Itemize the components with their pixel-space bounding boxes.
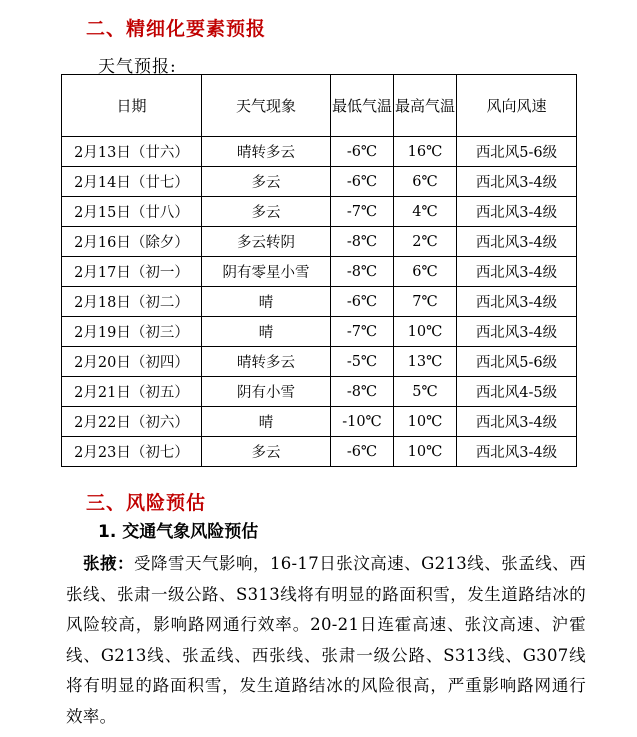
cell-min-temp: -6℃ xyxy=(331,287,394,317)
cell-max-temp: 5℃ xyxy=(394,377,457,407)
cell-max-temp: 6℃ xyxy=(394,257,457,287)
cell-min-temp: -6℃ xyxy=(331,137,394,167)
cell-min-temp: -7℃ xyxy=(331,317,394,347)
paragraph-text: 受降雪天气影响，16-17日张汶高速、G213线、张孟线、西张线、张肃一级公路、S313线将有明显的路面积雪，发生道路结冰的风险较高，影响路网通行效率。20-21日连霍高速、张汶高速、沪霍线、G213线、张孟线、西张线、张肃一级公路、S313线、G307线将有明显的路面积雪，发生道路结冰的风险很高，严重影响路网通行效率。 xyxy=(66,554,586,726)
table-row xyxy=(62,167,577,197)
header-wind: 风向风速 xyxy=(457,75,577,137)
header-weather: 天气现象 xyxy=(202,75,331,137)
cell-weather: 阴有零星小雪 xyxy=(202,257,331,287)
cell-max-temp: 10℃ xyxy=(394,407,457,437)
forecast-label: 天气预报: xyxy=(98,57,177,77)
table-row xyxy=(62,257,577,287)
cell-min-temp: -8℃ xyxy=(331,227,394,257)
cell-date: 2月17日（初一） xyxy=(62,257,202,287)
cell-min-temp: -8℃ xyxy=(331,377,394,407)
cell-weather: 多云转阴 xyxy=(202,227,331,257)
cell-min-temp: -7℃ xyxy=(331,197,394,227)
table-row xyxy=(62,317,577,347)
header-date: 日期 xyxy=(62,75,202,137)
cell-date: 2月22日（初六） xyxy=(62,407,202,437)
cell-min-temp: -6℃ xyxy=(331,167,394,197)
cell-wind: 西北风5-6级 xyxy=(457,137,577,167)
cell-date: 2月15日（廿八） xyxy=(62,197,202,227)
cell-date: 2月13日（廿六） xyxy=(62,137,202,167)
cell-wind: 西北风3-4级 xyxy=(457,227,577,257)
cell-wind: 西北风3-4级 xyxy=(457,257,577,287)
cell-date: 2月21日（初五） xyxy=(62,377,202,407)
cell-min-temp: -10℃ xyxy=(331,407,394,437)
table-row xyxy=(62,197,577,227)
header-min-temp: 最低气温 xyxy=(331,75,394,137)
cell-weather: 晴转多云 xyxy=(202,137,331,167)
table-row xyxy=(62,347,577,377)
cell-wind: 西北风3-4级 xyxy=(457,317,577,347)
cell-weather: 晴 xyxy=(202,407,331,437)
cell-weather: 晴 xyxy=(202,317,331,347)
cell-wind: 西北风3-4级 xyxy=(457,197,577,227)
cell-date: 2月23日（初七） xyxy=(62,437,202,467)
cell-max-temp: 16℃ xyxy=(394,137,457,167)
table-row xyxy=(62,287,577,317)
table-row xyxy=(62,407,577,437)
section-title-forecast: 二、精细化要素预报 xyxy=(86,18,267,40)
cell-min-temp: -6℃ xyxy=(331,437,394,467)
subsection-title: 1. 交通气象风险预估 xyxy=(98,522,259,542)
cell-date: 2月14日（廿七） xyxy=(62,167,202,197)
cell-date: 2月20日（初四） xyxy=(62,347,202,377)
cell-date: 2月16日（除夕） xyxy=(62,227,202,257)
cell-weather: 多云 xyxy=(202,197,331,227)
cell-date: 2月19日（初三） xyxy=(62,317,202,347)
cell-wind: 西北风3-4级 xyxy=(457,287,577,317)
cell-date: 2月18日（初二） xyxy=(62,287,202,317)
table-row xyxy=(62,437,577,467)
cell-weather: 晴 xyxy=(202,287,331,317)
paragraph-lead: 张掖： xyxy=(82,554,134,573)
table-header-row xyxy=(62,75,577,137)
section-title-risk: 三、风险预估 xyxy=(86,492,207,514)
cell-max-temp: 4℃ xyxy=(394,197,457,227)
cell-weather: 阴有小雪 xyxy=(202,377,331,407)
cell-max-temp: 10℃ xyxy=(394,437,457,467)
table-row xyxy=(62,227,577,257)
cell-wind: 西北风3-4级 xyxy=(457,437,577,467)
cell-max-temp: 7℃ xyxy=(394,287,457,317)
cell-max-temp: 13℃ xyxy=(394,347,457,377)
cell-max-temp: 6℃ xyxy=(394,167,457,197)
table-row xyxy=(62,377,577,407)
table-row xyxy=(62,137,577,167)
risk-paragraph xyxy=(66,549,586,732)
cell-min-temp: -5℃ xyxy=(331,347,394,377)
cell-wind: 西北风4-5级 xyxy=(457,377,577,407)
forecast-table xyxy=(61,74,577,467)
cell-wind: 西北风5-6级 xyxy=(457,347,577,377)
cell-max-temp: 2℃ xyxy=(394,227,457,257)
cell-min-temp: -8℃ xyxy=(331,257,394,287)
cell-max-temp: 10℃ xyxy=(394,317,457,347)
cell-wind: 西北风3-4级 xyxy=(457,167,577,197)
cell-weather: 多云 xyxy=(202,437,331,467)
header-max-temp: 最高气温 xyxy=(394,75,457,137)
cell-wind: 西北风3-4级 xyxy=(457,407,577,437)
cell-weather: 晴转多云 xyxy=(202,347,331,377)
cell-weather: 多云 xyxy=(202,167,331,197)
